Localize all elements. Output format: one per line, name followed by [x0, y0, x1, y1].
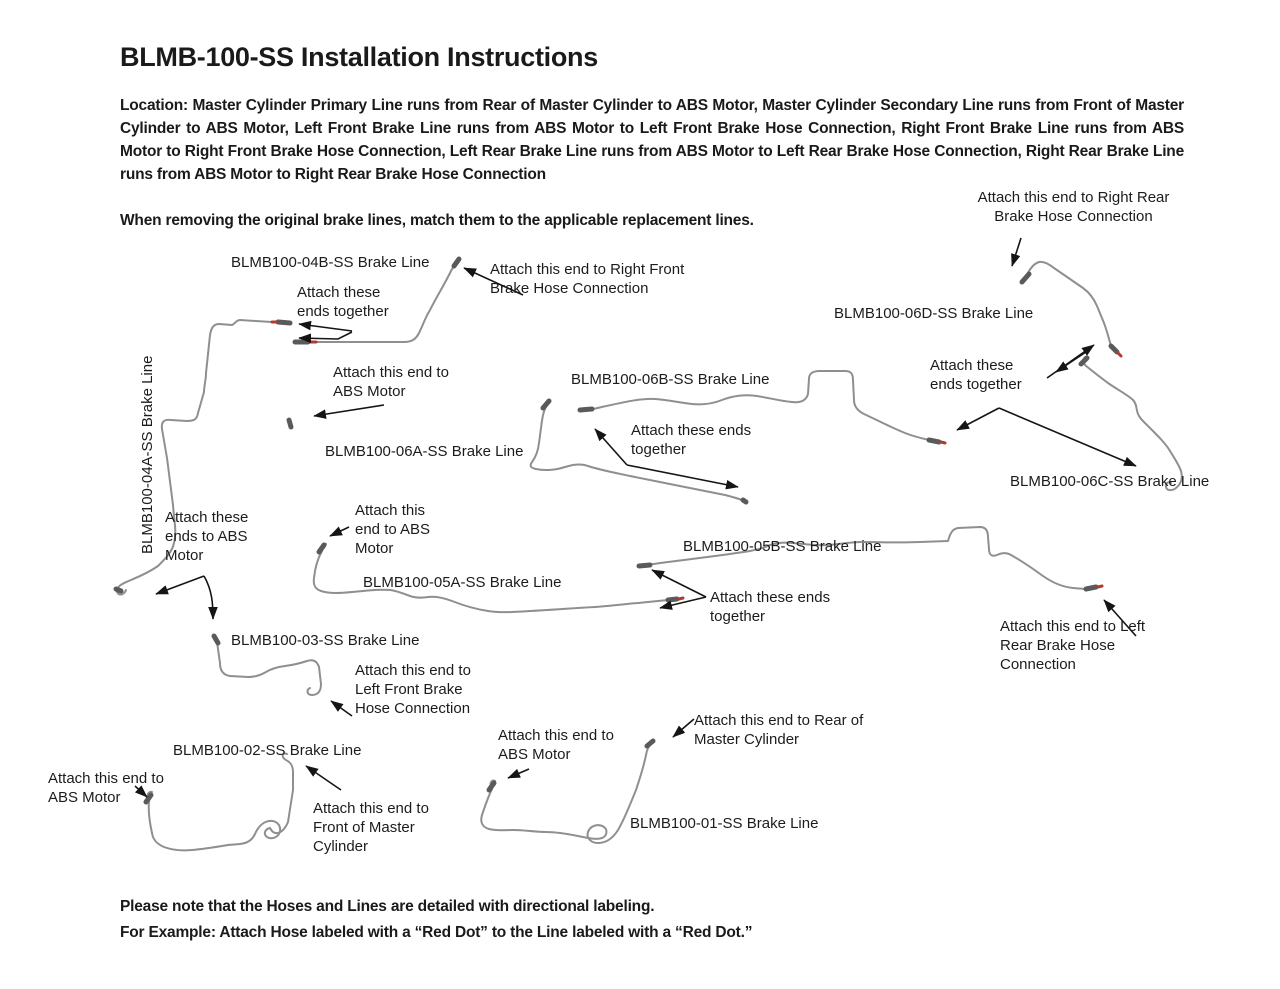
callout-abs-01: Attach this end to ABS Motor [498, 727, 614, 764]
footer-note-line2: For Example: Attach Hose labeled with a “Red Dot” to the Line labeled with a “Red Dot.” [120, 924, 753, 941]
label-blmb100-04a: BLMB100-04A-SS Brake Line [139, 355, 156, 554]
arrow-left-front [331, 701, 352, 716]
arrow-05-pair-up [652, 570, 706, 597]
arrow-right-rear [1012, 238, 1021, 266]
arrow-rear-mc [673, 719, 694, 737]
callout-abs-05a: Attach this end to ABS Motor [355, 502, 431, 558]
label-blmb100-06a: BLMB100-06A-SS Brake Line [325, 443, 524, 460]
callout-left-rear: Attach this end to Left Rear Brake Hose Connection [1000, 618, 1146, 674]
callout-right-front: Attach this end to Right Front Brake Hose Connection [490, 261, 685, 298]
callout-ends-together-06cd: Attach these ends together [930, 357, 1022, 394]
arrow-abs-these-left [156, 576, 204, 594]
callout-right-rear: Attach this end to Right Rear Brake Hose Connection [977, 189, 1170, 226]
callout-ends-together-05: Attach these ends together [710, 589, 831, 626]
label-blmb100-02: BLMB100-02-SS Brake Line [173, 742, 362, 759]
arrow-front-mc [306, 766, 341, 790]
arrow-06ab-up [595, 429, 627, 465]
footer-note-line1: Please note that the Hoses and Lines are detailed with directional labeling. [120, 898, 655, 915]
callout-front-mc: Attach this end to Front of Master Cylinder [313, 800, 429, 856]
page-title: BLMB-100-SS Installation Instructions [120, 42, 598, 72]
arrow-06bc-right [999, 408, 1136, 466]
label-blmb100-04b: BLMB100-04B-SS Brake Line [231, 254, 430, 271]
arrow-04-pair-upper [299, 324, 352, 331]
callout-ends-together-06ab: Attach these ends together [631, 422, 752, 459]
label-blmb100-06b: BLMB100-06B-SS Brake Line [571, 371, 770, 388]
intro-note: When removing the original brake lines, match them to the applicable replacement lines. [120, 212, 754, 229]
fitting-marks [116, 259, 1117, 802]
arrow-abs-06a [314, 405, 384, 416]
arrow-abs-05a [330, 527, 349, 536]
arrow-06bc-left [957, 408, 999, 430]
footer-note [120, 894, 752, 946]
arrow-06ab-right [627, 465, 738, 487]
arrow-abs-01 [508, 769, 529, 778]
callout-abs-02: Attach this end to ABS Motor [48, 770, 164, 807]
arrow-04-pair-lower [299, 332, 352, 339]
label-blmb100-05a: BLMB100-05A-SS Brake Line [363, 574, 562, 591]
brake-line-06d [1026, 262, 1111, 346]
label-blmb100-06c: BLMB100-06C-SS Brake Line [1010, 473, 1210, 490]
location-paragraph: Location: Master Cylinder Primary Line runs from Rear of Master Cylinder to ABS Motor, Master Cylinder Secondary Line runs from Front of Master Cylinder to ABS Motor, Left Front Brake Line runs from ABS Motor to Left Front Brake Hose Connection, Right Front Brake Line runs from ABS Motor to Right Front Brake Hose Connection, Left Rear Brake Line runs from ABS Motor to Left Rear Brake Hose Connection, Right Rear Brake Line runs from ABS Motor to Right Rear Brake Hose Connection [120, 97, 1184, 183]
label-blmb100-06d: BLMB100-06D-SS Brake Line [834, 305, 1034, 322]
callout-left-front: Attach this end to Left Front Brake Hose Connection [355, 662, 471, 718]
callout-rear-mc: Attach this end to Rear of Master Cylinder [694, 712, 864, 749]
callout-ends-together-04: Attach these ends together [297, 284, 389, 321]
label-blmb100-01: BLMB100-01-SS Brake Line [630, 815, 819, 832]
label-blmb100-05b: BLMB100-05B-SS Brake Line [683, 538, 882, 555]
callout-these-ends-abs: Attach these ends to ABS Motor [165, 509, 249, 565]
callout-abs-06a: Attach this end to ABS Motor [333, 364, 449, 401]
label-blmb100-03: BLMB100-03-SS Brake Line [231, 632, 420, 649]
arrow-abs-these-down [204, 576, 213, 619]
